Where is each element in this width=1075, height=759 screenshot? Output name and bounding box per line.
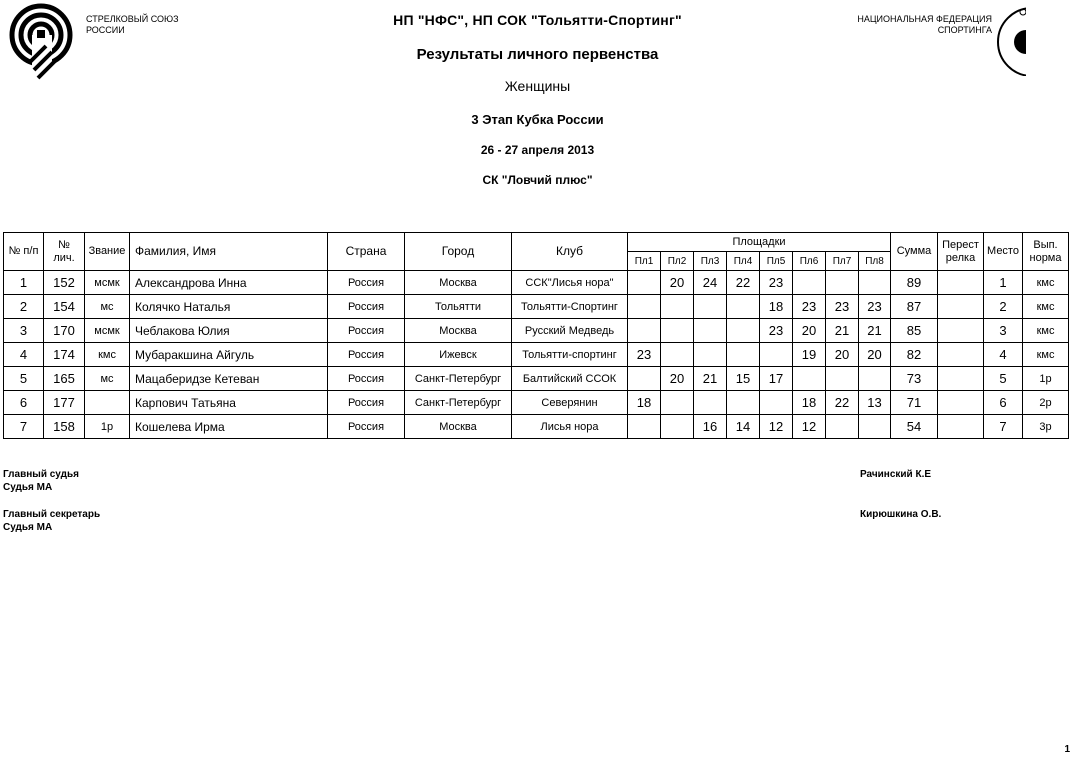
cell-norm: 3р [1023, 415, 1069, 439]
right-org-name: НАЦИОНАЛЬНАЯ ФЕДЕРАЦИЯ СПОРТИНГА [857, 14, 992, 35]
cell-rank: мсмк [85, 271, 130, 295]
cell-station-8: 21 [859, 319, 891, 343]
cell-station-8 [859, 271, 891, 295]
page-title: Результаты личного первенства [416, 46, 659, 63]
cell-pp: 1 [4, 271, 44, 295]
results-table [3, 232, 1069, 439]
cell-city: Москва [405, 415, 512, 439]
cell-place: 5 [984, 367, 1023, 391]
cell-total: 54 [891, 415, 938, 439]
table-row [4, 271, 1069, 295]
cell-station-6: 20 [793, 319, 826, 343]
header-rank: Звание [85, 233, 130, 271]
header-club: Клуб [512, 233, 628, 271]
cell-city: Тольятти [405, 295, 512, 319]
cell-station-6: 12 [793, 415, 826, 439]
cell-station-2 [661, 295, 694, 319]
cell-club: Тольятти-Спортинг [512, 295, 628, 319]
cell-club: Тольятти-спортинг [512, 343, 628, 367]
chief-secretary-category: Судья МА [3, 522, 53, 533]
cell-shootoff [938, 415, 984, 439]
cell-bib: 158 [44, 415, 85, 439]
cell-norm: кмс [1023, 271, 1069, 295]
cell-country: Россия [328, 343, 405, 367]
header-place: Место [984, 233, 1023, 271]
cell-norm: кмс [1023, 295, 1069, 319]
table-row [4, 319, 1069, 343]
chief-judge-role: Главный судья [3, 469, 79, 480]
cell-station-7 [826, 271, 859, 295]
cell-bib: 165 [44, 367, 85, 391]
cell-station-8 [859, 415, 891, 439]
cell-station-1: 18 [628, 391, 661, 415]
header-norm: Вып. норма [1023, 233, 1069, 271]
cell-station-1 [628, 367, 661, 391]
header-name: Фамилия, Имя [130, 233, 328, 271]
cell-name: Мацаберидзе Кетеван [130, 367, 328, 391]
cell-name: Кошелева Ирма [130, 415, 328, 439]
cell-station-3 [694, 295, 727, 319]
cell-country: Россия [328, 295, 405, 319]
cell-station-3 [694, 343, 727, 367]
cell-club: Лисья нора [512, 415, 628, 439]
cell-station-4: 14 [727, 415, 760, 439]
cell-station-3: 21 [694, 367, 727, 391]
cell-station-6 [793, 367, 826, 391]
cell-name: Карпович Татьяна [130, 391, 328, 415]
cell-station-2: 20 [661, 271, 694, 295]
cell-bib: 170 [44, 319, 85, 343]
cell-norm: кмс [1023, 343, 1069, 367]
cell-station-1 [628, 271, 661, 295]
cell-total: 87 [891, 295, 938, 319]
cell-station-5: 18 [760, 295, 793, 319]
cell-station-6 [793, 271, 826, 295]
header-stations: Площадки [628, 233, 891, 252]
cell-pp: 2 [4, 295, 44, 319]
cell-station-4 [727, 295, 760, 319]
cell-club: Русский Медведь [512, 319, 628, 343]
cell-city: Санкт-Петербург [405, 391, 512, 415]
cell-norm: кмс [1023, 319, 1069, 343]
cell-city: Санкт-Петербург [405, 367, 512, 391]
cell-station-3 [694, 319, 727, 343]
organizers-heading: НП "НФС", НП СОК "Тольятти-Спортинг" [393, 12, 682, 28]
cell-shootoff [938, 271, 984, 295]
chief-secretary-role: Главный секретарь [3, 509, 101, 520]
cell-bib: 174 [44, 343, 85, 367]
cell-station-2 [661, 391, 694, 415]
cell-place: 1 [984, 271, 1023, 295]
chief-judge-name: Рачинский К.Е [860, 469, 932, 480]
header-station-2: Пл2 [661, 252, 694, 271]
header-country: Страна [328, 233, 405, 271]
cell-station-7 [826, 367, 859, 391]
date-heading: 26 - 27 апреля 2013 [480, 143, 595, 157]
cell-rank: кмс [85, 343, 130, 367]
table-row [4, 415, 1069, 439]
cell-name: Мубаракшина Айгуль [130, 343, 328, 367]
cell-station-6: 23 [793, 295, 826, 319]
cell-pp: 4 [4, 343, 44, 367]
cell-station-4 [727, 319, 760, 343]
cell-station-5: 12 [760, 415, 793, 439]
cell-station-7: 23 [826, 295, 859, 319]
cell-pp: 3 [4, 319, 44, 343]
cell-station-7 [826, 415, 859, 439]
cell-station-7: 21 [826, 319, 859, 343]
cell-name: Чеблакова Юлия [130, 319, 328, 343]
header-station-1: Пл1 [628, 252, 661, 271]
cell-club: Балтийский ССОК [512, 367, 628, 391]
cell-total: 71 [891, 391, 938, 415]
cell-club: ССК"Лисья нора" [512, 271, 628, 295]
cell-station-7: 20 [826, 343, 859, 367]
cell-rank [85, 391, 130, 415]
cell-station-1: 23 [628, 343, 661, 367]
cell-pp: 5 [4, 367, 44, 391]
cell-rank: мс [85, 295, 130, 319]
cell-station-8: 20 [859, 343, 891, 367]
event-heading: 3 Этап Кубка России [471, 112, 604, 127]
header-city: Город [405, 233, 512, 271]
chief-secretary-block [3, 508, 100, 534]
chief-judge-block [3, 468, 79, 494]
cell-station-7: 22 [826, 391, 859, 415]
cell-country: Россия [328, 271, 405, 295]
cell-place: 7 [984, 415, 1023, 439]
cell-station-6: 19 [793, 343, 826, 367]
cell-station-5: 23 [760, 319, 793, 343]
header-station-6: Пл6 [793, 252, 826, 271]
cell-station-5 [760, 391, 793, 415]
cell-shootoff [938, 343, 984, 367]
cell-country: Россия [328, 367, 405, 391]
cell-country: Россия [328, 319, 405, 343]
cell-station-5: 17 [760, 367, 793, 391]
cell-shootoff [938, 391, 984, 415]
cell-rank: мсмк [85, 319, 130, 343]
table-row [4, 367, 1069, 391]
category-heading: Женщины [504, 78, 571, 94]
header-pp: № п/п [4, 233, 44, 271]
cell-bib: 152 [44, 271, 85, 295]
cell-station-4: 15 [727, 367, 760, 391]
cell-rank: 1р [85, 415, 130, 439]
cell-station-3: 16 [694, 415, 727, 439]
cell-station-2 [661, 319, 694, 343]
header-bib: № лич. [44, 233, 85, 271]
cell-total: 89 [891, 271, 938, 295]
cell-place: 2 [984, 295, 1023, 319]
cell-station-1 [628, 295, 661, 319]
header-station-4: Пл4 [727, 252, 760, 271]
chief-judge-category: Судья МА [3, 482, 53, 493]
cell-station-2: 20 [661, 367, 694, 391]
cell-country: Россия [328, 391, 405, 415]
cell-shootoff [938, 319, 984, 343]
cell-station-2 [661, 343, 694, 367]
cell-norm: 2р [1023, 391, 1069, 415]
header-total: Сумма [891, 233, 938, 271]
cell-pp: 7 [4, 415, 44, 439]
cell-station-1 [628, 415, 661, 439]
cell-station-3: 24 [694, 271, 727, 295]
page-number: 1 [1064, 744, 1070, 755]
cell-city: Ижевск [405, 343, 512, 367]
cell-pp: 6 [4, 391, 44, 415]
cell-city: Москва [405, 319, 512, 343]
header-station-8: Пл8 [859, 252, 891, 271]
header-shootoff: Перест релка [938, 233, 984, 271]
cell-station-8: 23 [859, 295, 891, 319]
cell-bib: 177 [44, 391, 85, 415]
cell-station-1 [628, 319, 661, 343]
cell-name: Колячко Наталья [130, 295, 328, 319]
cell-place: 6 [984, 391, 1023, 415]
cell-station-3 [694, 391, 727, 415]
cell-station-5 [760, 343, 793, 367]
cell-club: Северянин [512, 391, 628, 415]
table-row [4, 391, 1069, 415]
cell-station-4: 22 [727, 271, 760, 295]
cell-total: 73 [891, 367, 938, 391]
cell-station-5: 23 [760, 271, 793, 295]
cell-station-6: 18 [793, 391, 826, 415]
chief-secretary-name: Кирюшкина О.В. [860, 509, 942, 520]
table-row [4, 343, 1069, 367]
cell-bib: 154 [44, 295, 85, 319]
cell-station-2 [661, 415, 694, 439]
cell-city: Москва [405, 271, 512, 295]
header-station-7: Пл7 [826, 252, 859, 271]
header-station-3: Пл3 [694, 252, 727, 271]
cell-station-4 [727, 343, 760, 367]
cell-station-8 [859, 367, 891, 391]
cell-station-8: 13 [859, 391, 891, 415]
table-row [4, 295, 1069, 319]
cell-total: 82 [891, 343, 938, 367]
venue-heading: СК "Ловчий плюс" [482, 173, 593, 187]
cell-country: Россия [328, 415, 405, 439]
cell-shootoff [938, 295, 984, 319]
cell-name: Александрова Инна [130, 271, 328, 295]
cell-norm: 1р [1023, 367, 1069, 391]
left-org-name: СТРЕЛКОВЫЙ СОЮЗ РОССИИ [86, 14, 179, 35]
cell-total: 85 [891, 319, 938, 343]
cell-rank: мс [85, 367, 130, 391]
cell-place: 4 [984, 343, 1023, 367]
cell-place: 3 [984, 319, 1023, 343]
cell-shootoff [938, 367, 984, 391]
cell-station-4 [727, 391, 760, 415]
header-station-5: Пл5 [760, 252, 793, 271]
